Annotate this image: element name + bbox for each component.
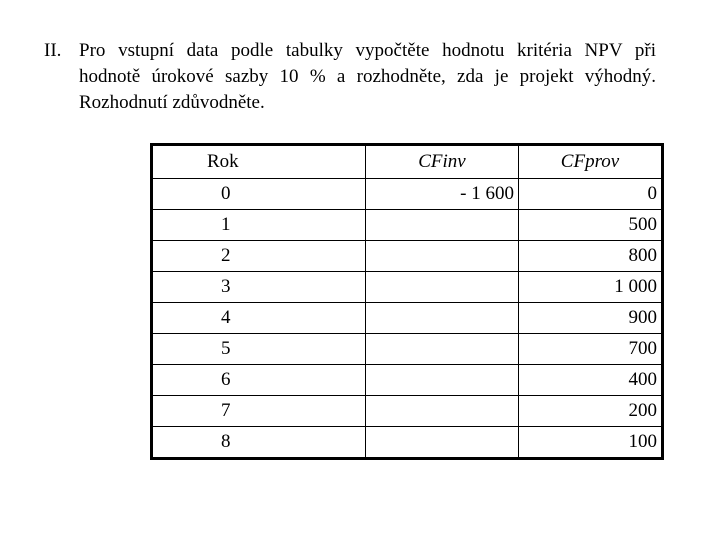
cell-cfinv bbox=[366, 272, 519, 303]
header-cfprov: CFprov bbox=[519, 145, 663, 179]
task-text bbox=[79, 38, 656, 116]
cell-cfprov: 900 bbox=[519, 303, 663, 334]
table-row bbox=[152, 334, 663, 365]
task-statement bbox=[44, 38, 656, 116]
cell-rok: 0 bbox=[152, 179, 366, 210]
table-row bbox=[152, 396, 663, 427]
table-row bbox=[152, 241, 663, 272]
cell-cfprov: 200 bbox=[519, 396, 663, 427]
cell-cfprov: 0 bbox=[519, 179, 663, 210]
table-row bbox=[152, 365, 663, 396]
task-line: Rozhodnutí zdůvodněte. bbox=[79, 92, 265, 113]
cell-cfinv bbox=[366, 334, 519, 365]
cell-cfprov: 100 bbox=[519, 427, 663, 459]
table-row bbox=[152, 210, 663, 241]
cell-cfprov: 800 bbox=[519, 241, 663, 272]
cell-cfprov: 1 000 bbox=[519, 272, 663, 303]
cell-cfinv bbox=[366, 241, 519, 272]
table-row bbox=[152, 272, 663, 303]
table-row bbox=[152, 427, 663, 459]
cell-cfinv bbox=[366, 427, 519, 459]
task-line: hodnotě úrokové sazby 10 % a rozhodněte, zda je projekt výhodný. bbox=[79, 66, 656, 87]
task-number: II. bbox=[44, 40, 62, 61]
cell-rok: 1 bbox=[152, 210, 366, 241]
cell-rok: 8 bbox=[152, 427, 366, 459]
cell-cfinv bbox=[366, 396, 519, 427]
cell-cfprov: 500 bbox=[519, 210, 663, 241]
cell-cfinv bbox=[366, 365, 519, 396]
table-row bbox=[152, 179, 663, 210]
cell-cfprov: 700 bbox=[519, 334, 663, 365]
cashflow-table bbox=[150, 143, 664, 460]
header-rok: Rok bbox=[152, 145, 366, 179]
task-line: Pro vstupní data podle tabulky vypočtěte hodnotu kritéria NPV při bbox=[79, 40, 656, 61]
table-header-row bbox=[152, 145, 663, 179]
cell-rok: 4 bbox=[152, 303, 366, 334]
header-cfinv: CFinv bbox=[366, 145, 519, 179]
cell-cfprov: 400 bbox=[519, 365, 663, 396]
cell-rok: 7 bbox=[152, 396, 366, 427]
cell-cfinv bbox=[366, 303, 519, 334]
cell-rok: 2 bbox=[152, 241, 366, 272]
cell-cfinv bbox=[366, 210, 519, 241]
cell-cfinv: - 1 600 bbox=[366, 179, 519, 210]
cell-rok: 5 bbox=[152, 334, 366, 365]
cell-rok: 6 bbox=[152, 365, 366, 396]
cell-rok: 3 bbox=[152, 272, 366, 303]
table-row bbox=[152, 303, 663, 334]
